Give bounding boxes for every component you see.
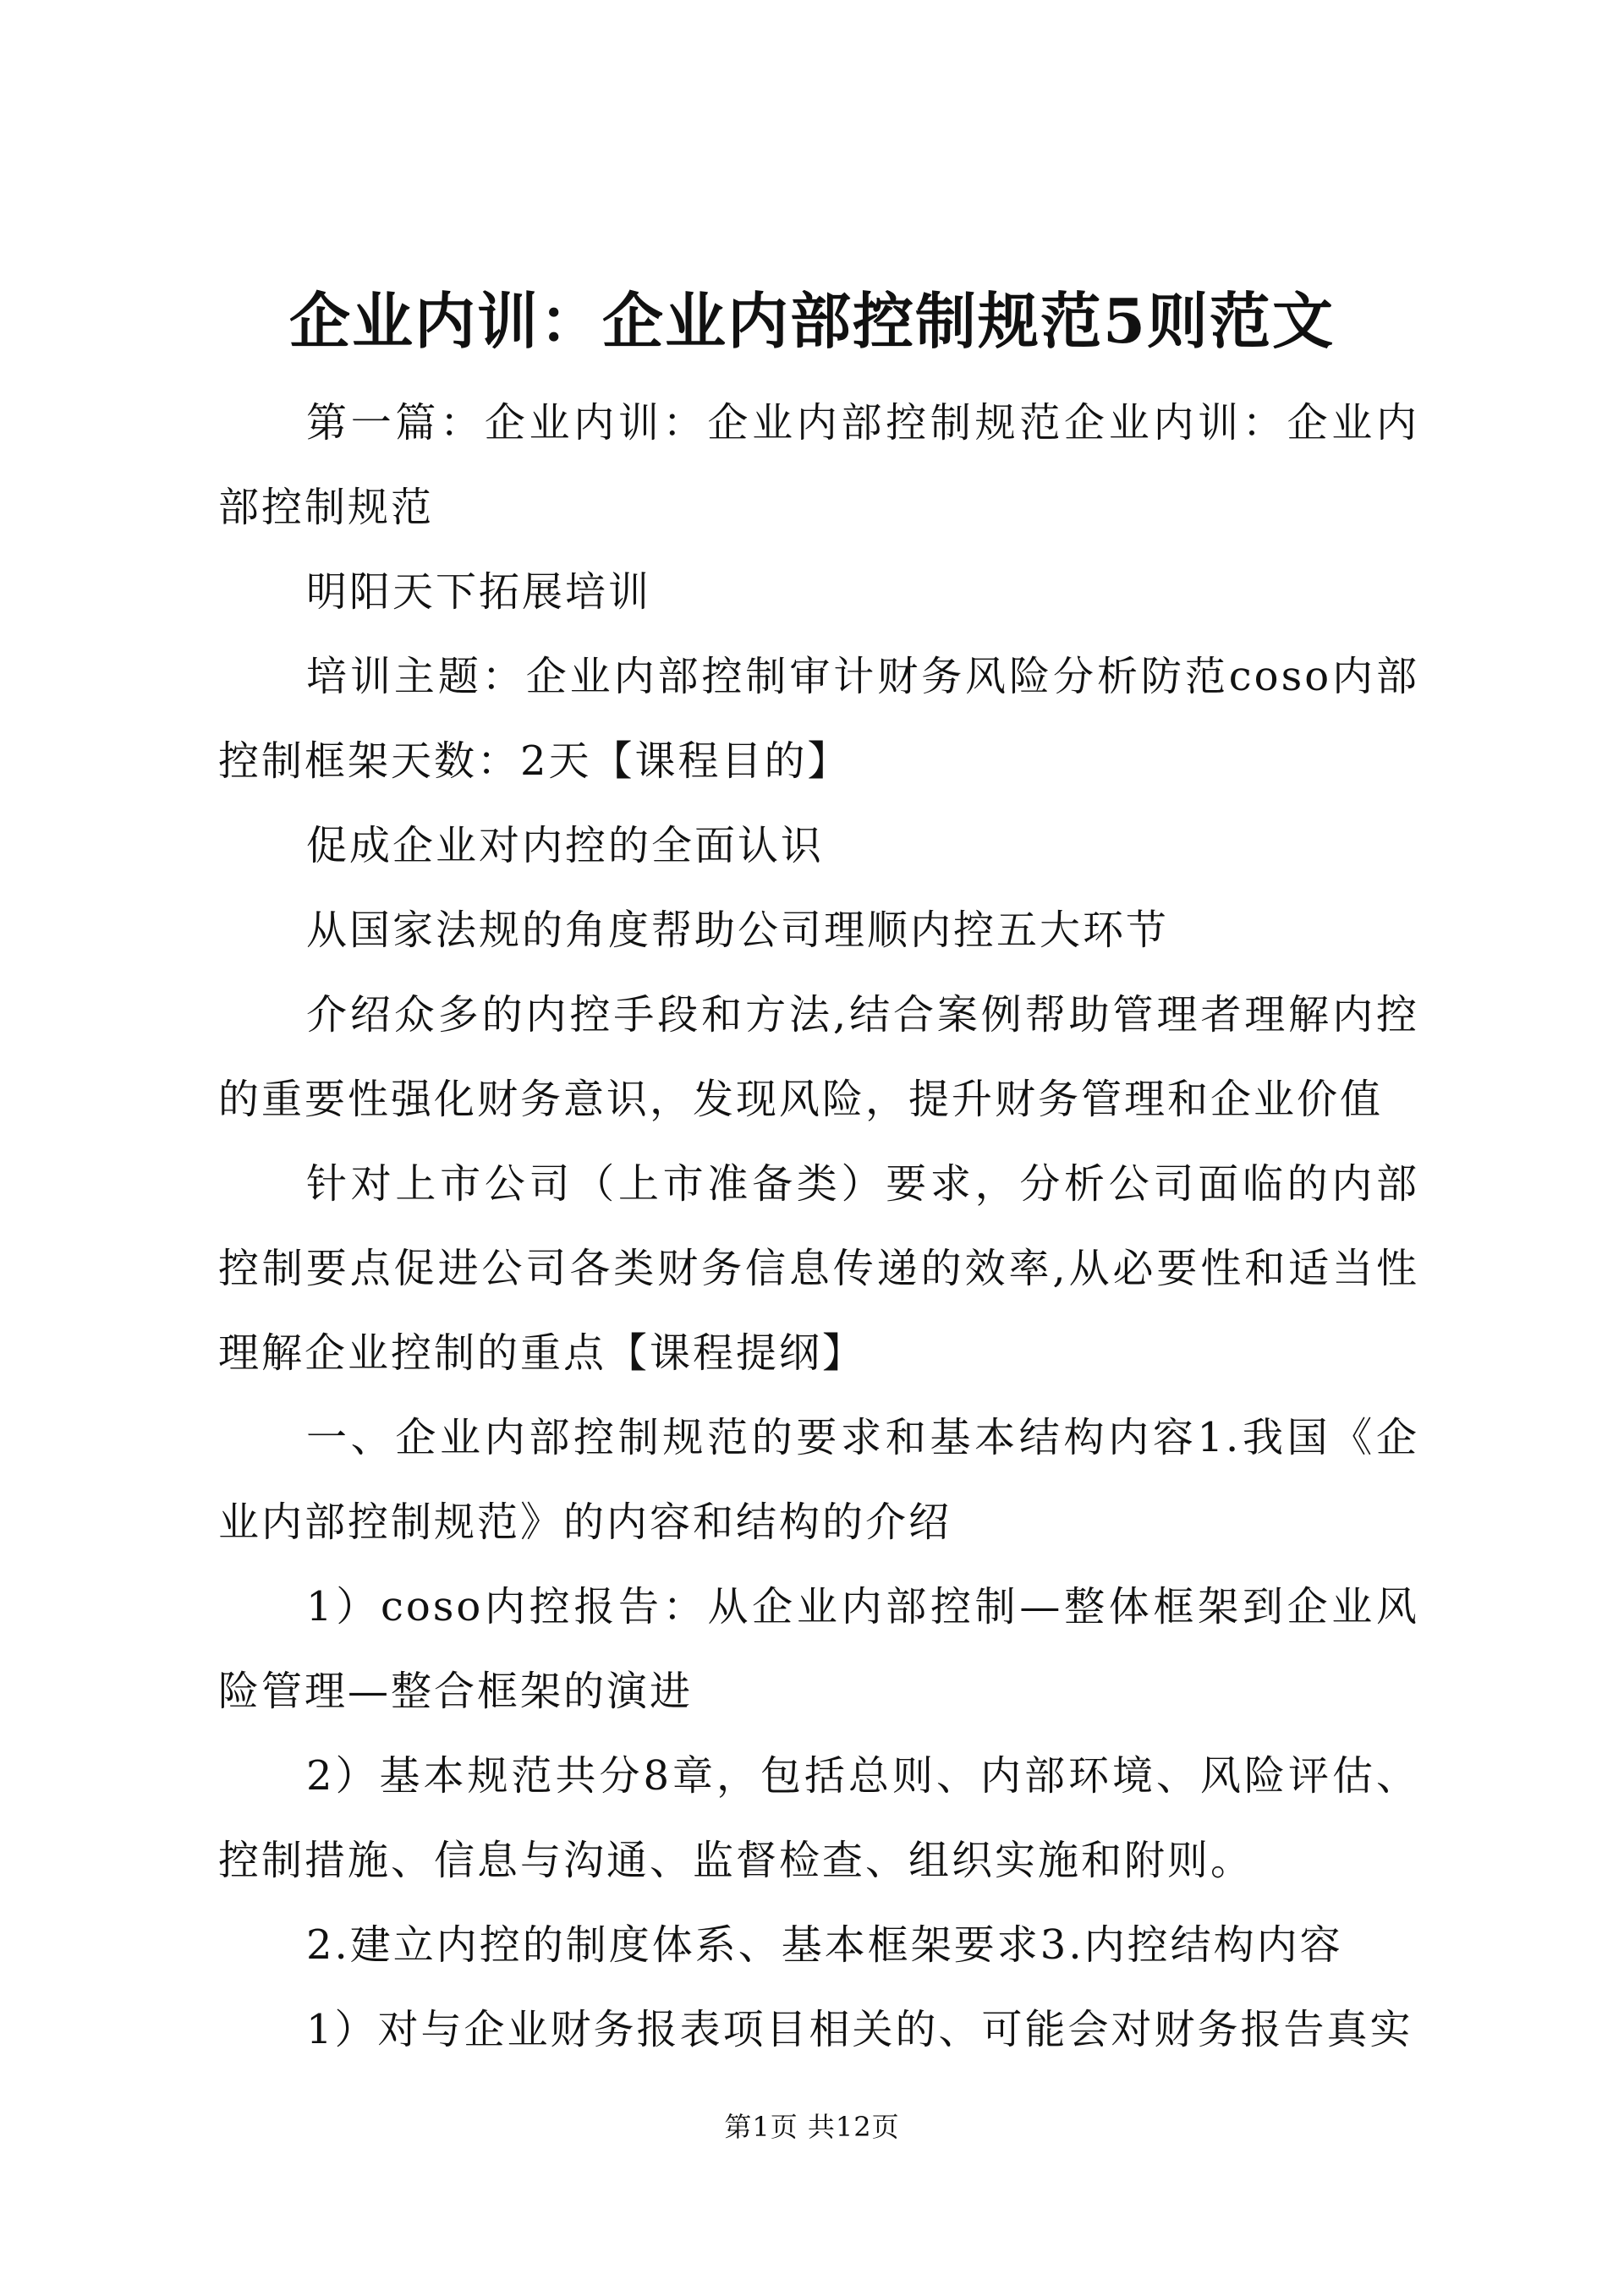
paragraph: 第一篇：企业内训：企业内部控制规范企业内训：企业内部控制规范	[218, 399, 1419, 531]
page-footer: 第1页 共12页	[724, 2111, 900, 2143]
paragraph: 介绍众多的内控手段和方法,结合案例帮助管理者理解内控的重要性强化财务意识，发现风险，提升财务管理和企业价值	[218, 991, 1419, 1123]
document-title: 企业内训：企业内部控制规范5则范文	[288, 285, 1336, 357]
paragraph: 2）基本规范共分8章，包括总则、内部环境、风险评估、控制措施、信息与沟通、监督检查、组织实施和附则。	[218, 1752, 1419, 1884]
paragraph: 一、企业内部控制规范的要求和基本结构内容1.我国《企业内部控制规范》的内容和结构的介绍	[218, 1414, 1419, 1546]
paragraph: 明阳天下拓展培训	[306, 568, 652, 616]
paragraph: 培训主题：企业内部控制审计财务风险分析防范coso内部控制框架天数：2天【课程目的】	[218, 653, 1419, 785]
paragraph: 1）对与企业财务报表项目相关的、可能会对财务报告真实	[306, 2006, 1413, 2053]
document-body	[218, 381, 1419, 2072]
paragraph: 针对上市公司（上市准备类）要求，分析公司面临的内部控制要点促进公司各类财务信息传递的效率,从必要性和适当性理解企业控制的重点【课程提纲】	[218, 1160, 1419, 1377]
paragraph: 2.建立内控的制度体系、基本框架要求3.内控结构内容	[306, 1921, 1343, 1969]
paragraph: 促成企业对内控的全面认识	[306, 822, 825, 869]
paragraph: 从国家法规的角度帮助公司理顺内控五大环节	[306, 907, 1170, 954]
paragraph: 1）coso内控报告：从企业内部控制—整体框架到企业风险管理—整合框架的演进	[218, 1583, 1419, 1715]
